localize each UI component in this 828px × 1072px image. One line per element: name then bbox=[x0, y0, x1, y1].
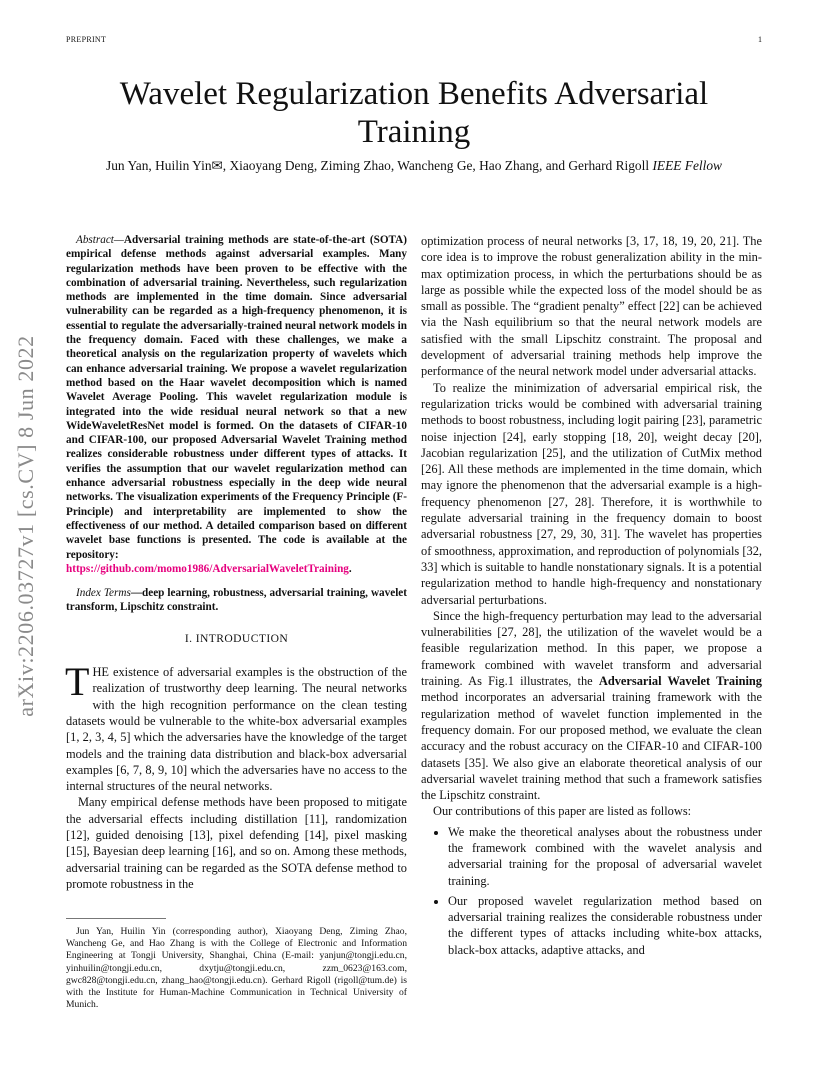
index-terms bbox=[66, 586, 407, 615]
right-column bbox=[421, 233, 762, 962]
left-column bbox=[66, 233, 407, 892]
list-item: • We make the theoretical analyses about the robustness under the framework combined with the wavelet analysis and adversarial training for the proposal of adversarial wavelet training. bbox=[448, 824, 762, 889]
right-paragraph-3 bbox=[421, 608, 762, 804]
arxiv-stamp[interactable] bbox=[8, 292, 44, 760]
footnote-rule bbox=[66, 918, 166, 919]
contribution-list bbox=[421, 824, 762, 958]
method-name: Adversarial Wavelet Training bbox=[598, 674, 762, 689]
p3-text-a: Since the high-frequency perturbation may lead to the adversarial vulnerabilities [27, 28], the utilization of the wavelet would be a feasible regularization method. In this paper, we propose a framework combined with wavelet transform and adversarial training. As Fig.1 illustrates, the bbox=[421, 608, 762, 689]
dropcap: T bbox=[65, 659, 90, 705]
abstract-body: Adversarial training methods are state-of-the-art (SOTA) empirical defense methods against adversarial examples. Many regularization methods have been proven to be effective with the combination of adversarial training. Nevertheless, such regularization methods are implemented in the time domain. Since adversarial vulnerability can be regarded as a high-frequency phenomenon, it is essential to regulate the adversarially-trained neural network models in the frequency domain. Faced with these challenges, we make a theoretical analysis on the regularization property of wavelets which can enhance adversarial training. We propose a wavelet regularization method based on the Haar wavelet decomposition which is named Wavelet Average Pooling. This wavelet regularization module is integrated into the wide residual neural network so that a new WideWaveletResNet model is formed. On the datasets of CIFAR-10 and CIFAR-100, our proposed Adversarial Wavelet Training method realizes considerable robustness under different types of attacks. It verifies the assumption that our wavelet regularization method can enhance adversarial robustness especially in the deep wide neural networks. The visualization experiments of the Frequency Principle (F-Principle) and interpretability are implemented to show the effectiveness of our method. A detailed comparison based on different wavelet base functions is presented. The code is available at the repository: bbox=[66, 234, 407, 561]
author-list bbox=[66, 158, 762, 174]
paper-title: Wavelet Regularization Benefits Adversarial Training bbox=[119, 76, 709, 150]
intro-p1-text: HE existence of adversarial examples is the obstruction of the realization of trustworthy deep learning. The neural networks with the high recognition performance on the clean testing datasets would be vulnerable to the white-box adversarial examples [1, 2, 3, 4, 5] which the adversaries have the knowledge of the target models and the training data distribution and black-box adversarial examples [6, 7, 8, 9, 10] which the adversaries have no access to the internal structures of the neural networks. bbox=[66, 665, 407, 794]
abstract-end: . bbox=[348, 562, 352, 575]
right-paragraph-1: optimization process of neural networks [3, 17, 18, 19, 20, 21]. The core idea is to improve the robust generalization ability in the min-max optimization process, in which the perturbations should be as large as possible while the expected loss of the model should be as small as possible. The “gradient penalty” effect [22] can be achieved via the Nash equilibrium so that the neural network models are satisfied with the small Lipschitz constraint. The proposal and development of adversarial training methods help improve the performance of the neural network model under adversarial attacks. bbox=[421, 234, 762, 379]
running-header: PREPRINT bbox=[66, 35, 107, 44]
right-paragraph-2: To realize the minimization of adversarial empirical risk, the regularization tricks would be combined with adversarial training methods to boost robustness, including logit pairing [23], parametric noise injection [24], early stopping [18, 20], weight decay [20], Jacobian regularization [25], and the utilization of CutMix method [26]. All these methods are implemented in the time domain, which may ignore the phenomenon that the adversarial example is a high-frequency phenomenon [27, 28]. Therefore, it is worthwhile to regulate adversarial training in the frequency domain to boost adversarial robustness [27, 29, 30, 31]. The wavelet has properties of smoothness, approximation, and reproduction of polynomials [32, 33] which is suitable to handle nonstationary signals. It is a potential regularization method to handle high-frequency and nonstationary adversarial perturbations. bbox=[421, 380, 762, 607]
abstract bbox=[66, 233, 407, 576]
page-number: 1 bbox=[758, 35, 762, 44]
author-suffix: IEEE Fellow bbox=[652, 158, 722, 173]
index-terms-body: —deep learning, robustness, adversarial training, wavelet transform, Lipschitz constraint. bbox=[66, 587, 407, 614]
author-names: Jun Yan, Huilin Yin✉, Xiaoyang Deng, Ziming Zhao, Wancheng Ge, Hao Zhang, and Gerhard Rigoll bbox=[106, 158, 650, 173]
list-item: • Our proposed wavelet regularization method based on adversarial training realizes the considerable robustness under the different types of attacks including white-box attacks, black-box attacks, adaptive attacks, and bbox=[448, 893, 762, 958]
intro-paragraph-1 bbox=[65, 659, 407, 794]
section-heading-introduction: I. INTRODUCTION bbox=[184, 631, 289, 645]
abstract-lead: Abstract— bbox=[76, 234, 124, 246]
intro-paragraph-2: Many empirical defense methods have been proposed to mitigate the adversarial effects including distillation [11], randomization [12], guided denoising [13], pixel defending [14], pixel masking [15], Bayesian deep learning [16], and so on. Among these methods, adversarial training can be regarded as the SOTA defense method to promote robustness in the bbox=[66, 795, 407, 891]
repository-link[interactable]: https://github.com/momo1986/AdversarialWaveletTraining bbox=[66, 562, 349, 575]
right-paragraph-4: Our contributions of this paper are listed as follows: bbox=[433, 804, 692, 819]
index-terms-lead: Index Terms bbox=[76, 587, 131, 600]
affiliation-footnote: Jun Yan, Huilin Yin (corresponding author), Xiaoyang Deng, Ziming Zhao, Wancheng Ge, and Hao Zhang is with the College of Electronic and Information Engineering at Tongji University, Shanghai, China (E-mail: yanjun@tongji.edu.cn, yinhuilin@tongji.edu.cn, dxytju@tongji.edu.cn, zzm_0623@163.com, gwc828@tongji.edu.cn, zhang_hao@tongji.edu.cn). Gerhard Rigoll (rigoll@tum.de) is with the Institute for Human-Machine Communication in Technical University of Munich. bbox=[66, 926, 407, 1011]
arxiv-id[interactable]: arXiv:2206.03727v1 [cs.CV] 8 Jun 2022 bbox=[13, 335, 38, 717]
p3-text-c: method incorporates an adversarial training framework with the regularization method of wavelet function implemented in the frequency domain. For our proposed method, we evaluate the clean accuracy and the robust accuracy on the CIFAR-10 and CIFAR-100 datasets [35]. We also give an elaborate theoretical analysis of our adversarial wavelet training method that such a framework satisfies the Lipschitz constraint. bbox=[421, 690, 762, 803]
